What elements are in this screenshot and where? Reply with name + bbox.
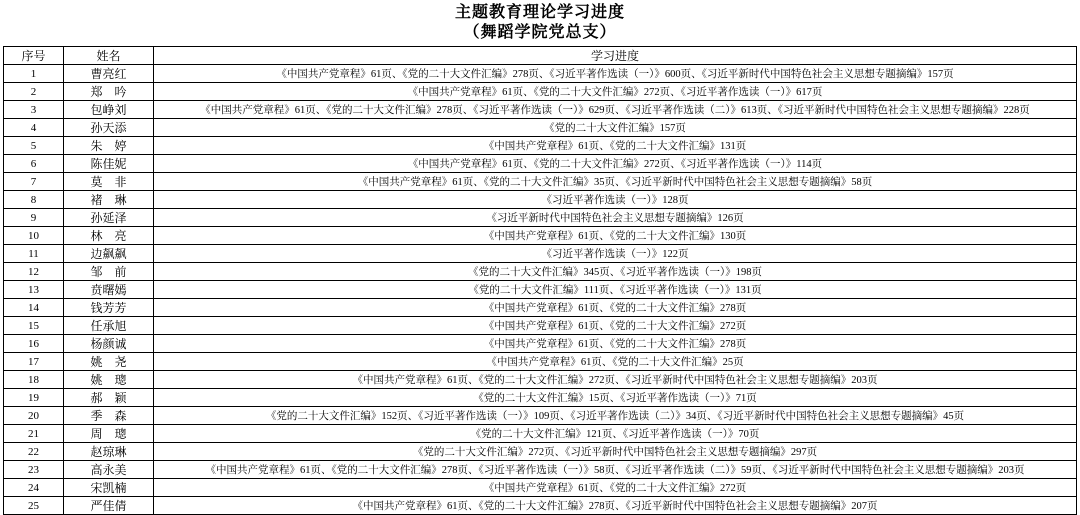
cell-name: 林 亮 [64, 227, 154, 245]
cell-no: 20 [4, 407, 64, 425]
cell-no: 5 [4, 137, 64, 155]
cell-progress: 《党的二十大文件汇编》121页、《习近平著作选读（一）》70页 [154, 425, 1077, 443]
cell-name: 郑 吟 [64, 83, 154, 101]
cell-no: 11 [4, 245, 64, 263]
document-header [0, 0, 1080, 43]
cell-no: 8 [4, 191, 64, 209]
table-row [4, 155, 1077, 173]
cell-no: 9 [4, 209, 64, 227]
table-row [4, 443, 1077, 461]
cell-progress: 《中国共产党章程》61页、《党的二十大文件汇编》278页、《习近平新时代中国特色社会主义思想专题摘编》207页 [154, 497, 1077, 515]
table-row [4, 335, 1077, 353]
cell-name: 季 森 [64, 407, 154, 425]
table-row [4, 425, 1077, 443]
table-row [4, 263, 1077, 281]
table-row [4, 479, 1077, 497]
cell-no: 22 [4, 443, 64, 461]
cell-progress: 《中国共产党章程》61页、《党的二十大文件汇编》35页、《习近平新时代中国特色社会主义思想专题摘编》58页 [154, 173, 1077, 191]
table-row [4, 317, 1077, 335]
cell-no: 21 [4, 425, 64, 443]
cell-no: 12 [4, 263, 64, 281]
table-row [4, 173, 1077, 191]
table-row [4, 497, 1077, 515]
page-title: 主题教育理论学习进度 [454, 4, 625, 21]
cell-progress: 《中国共产党章程》61页、《党的二十大文件汇编》278页、《习近平著作选读（一）》600页、《习近平新时代中国特色社会主义思想专题摘编》157页 [154, 65, 1077, 83]
cell-name: 宋凯楠 [64, 479, 154, 497]
cell-name: 褚 琳 [64, 191, 154, 209]
cell-no: 2 [4, 83, 64, 101]
table-row [4, 137, 1077, 155]
table-row [4, 191, 1077, 209]
cell-progress: 《中国共产党章程》61页、《党的二十大文件汇编》272页、《习近平著作选读（一）》114页 [154, 155, 1077, 173]
table-row [4, 461, 1077, 479]
table-row [4, 407, 1077, 425]
cell-no: 25 [4, 497, 64, 515]
cell-progress: 《党的二十大文件汇编》272页、《习近平新时代中国特色社会主义思想专题摘编》297页 [154, 443, 1077, 461]
cell-name: 边飙飙 [64, 245, 154, 263]
cell-name: 赵琼琳 [64, 443, 154, 461]
cell-name: 钱芳芳 [64, 299, 154, 317]
cell-no: 7 [4, 173, 64, 191]
cell-name: 周 璁 [64, 425, 154, 443]
learning-progress-table [3, 46, 1077, 515]
cell-progress: 《中国共产党章程》61页、《党的二十大文件汇编》272页 [154, 479, 1077, 497]
cell-no: 24 [4, 479, 64, 497]
header-learning-progress: 学习进度 [154, 47, 1077, 65]
cell-name: 贲曙嫣 [64, 281, 154, 299]
page-subtitle: （舞蹈学院党总支） [463, 24, 617, 41]
cell-no: 3 [4, 101, 64, 119]
cell-progress: 《中国共产党章程》61页、《党的二十大文件汇编》272页、《习近平新时代中国特色社会主义思想专题摘编》203页 [154, 371, 1077, 389]
table-row [4, 101, 1077, 119]
cell-progress: 《党的二十大文件汇编》15页、《习近平著作选读（一）》71页 [154, 389, 1077, 407]
cell-name: 陈佳妮 [64, 155, 154, 173]
cell-progress: 《中国共产党章程》61页、《党的二十大文件汇编》272页、《习近平著作选读（一）》617页 [154, 83, 1077, 101]
table-row [4, 65, 1077, 83]
cell-no: 18 [4, 371, 64, 389]
cell-progress: 《习近平著作选读（一）》128页 [154, 191, 1077, 209]
cell-no: 6 [4, 155, 64, 173]
cell-progress: 《中国共产党章程》61页、《党的二十大文件汇编》272页 [154, 317, 1077, 335]
cell-name: 郝 颖 [64, 389, 154, 407]
cell-no: 16 [4, 335, 64, 353]
table-row [4, 281, 1077, 299]
header-serial-number: 序号 [4, 47, 64, 65]
table-row [4, 389, 1077, 407]
cell-progress: 《党的二十大文件汇编》157页 [154, 119, 1077, 137]
cell-name: 姚 璁 [64, 371, 154, 389]
cell-name: 姚 尧 [64, 353, 154, 371]
cell-progress: 《中国共产党章程》61页、《党的二十大文件汇编》278页、《习近平著作选读（一）》58页、《习近平著作选读（二）》59页、《习近平新时代中国特色社会主义思想专题摘编》203页 [154, 461, 1077, 479]
cell-progress: 《习近平著作选读（一）》122页 [154, 245, 1077, 263]
cell-name: 曹亮红 [64, 65, 154, 83]
cell-name: 孙天添 [64, 119, 154, 137]
cell-name: 邹 前 [64, 263, 154, 281]
cell-name: 包峥刘 [64, 101, 154, 119]
cell-name: 孙延泽 [64, 209, 154, 227]
cell-no: 4 [4, 119, 64, 137]
cell-no: 15 [4, 317, 64, 335]
cell-no: 17 [4, 353, 64, 371]
table-row [4, 371, 1077, 389]
cell-progress: 《中国共产党章程》61页、《党的二十大文件汇编》278页、《习近平著作选读（一）》629页、《习近平著作选读（二）》613页、《习近平新时代中国特色社会主义思想专题摘编》228页 [154, 101, 1077, 119]
cell-no: 1 [4, 65, 64, 83]
table-header-row [4, 47, 1077, 65]
cell-progress: 《中国共产党章程》61页、《党的二十大文件汇编》25页 [154, 353, 1077, 371]
header-name: 姓名 [64, 47, 154, 65]
cell-progress: 《习近平新时代中国特色社会主义思想专题摘编》126页 [154, 209, 1077, 227]
table-row [4, 353, 1077, 371]
cell-no: 19 [4, 389, 64, 407]
cell-name: 高永美 [64, 461, 154, 479]
table-row [4, 227, 1077, 245]
cell-progress: 《中国共产党章程》61页、《党的二十大文件汇编》278页 [154, 299, 1077, 317]
cell-progress: 《中国共产党章程》61页、《党的二十大文件汇编》131页 [154, 137, 1077, 155]
cell-no: 14 [4, 299, 64, 317]
cell-name: 任承旭 [64, 317, 154, 335]
table-row [4, 83, 1077, 101]
cell-name: 莫 非 [64, 173, 154, 191]
cell-name: 严佳倩 [64, 497, 154, 515]
cell-name: 朱 婷 [64, 137, 154, 155]
cell-no: 23 [4, 461, 64, 479]
cell-progress: 《党的二十大文件汇编》152页、《习近平著作选读（一）》109页、《习近平著作选读（二）》34页、《习近平新时代中国特色社会主义思想专题摘编》45页 [154, 407, 1077, 425]
table-row [4, 299, 1077, 317]
cell-no: 10 [4, 227, 64, 245]
cell-progress: 《党的二十大文件汇编》345页、《习近平著作选读（一）》198页 [154, 263, 1077, 281]
cell-no: 13 [4, 281, 64, 299]
cell-progress: 《中国共产党章程》61页、《党的二十大文件汇编》278页 [154, 335, 1077, 353]
cell-progress: 《中国共产党章程》61页、《党的二十大文件汇编》130页 [154, 227, 1077, 245]
cell-name: 杨颜诚 [64, 335, 154, 353]
table-row [4, 209, 1077, 227]
table-row [4, 245, 1077, 263]
table-row [4, 119, 1077, 137]
cell-progress: 《党的二十大文件汇编》111页、《习近平著作选读（一）》131页 [154, 281, 1077, 299]
table-body [4, 65, 1077, 515]
